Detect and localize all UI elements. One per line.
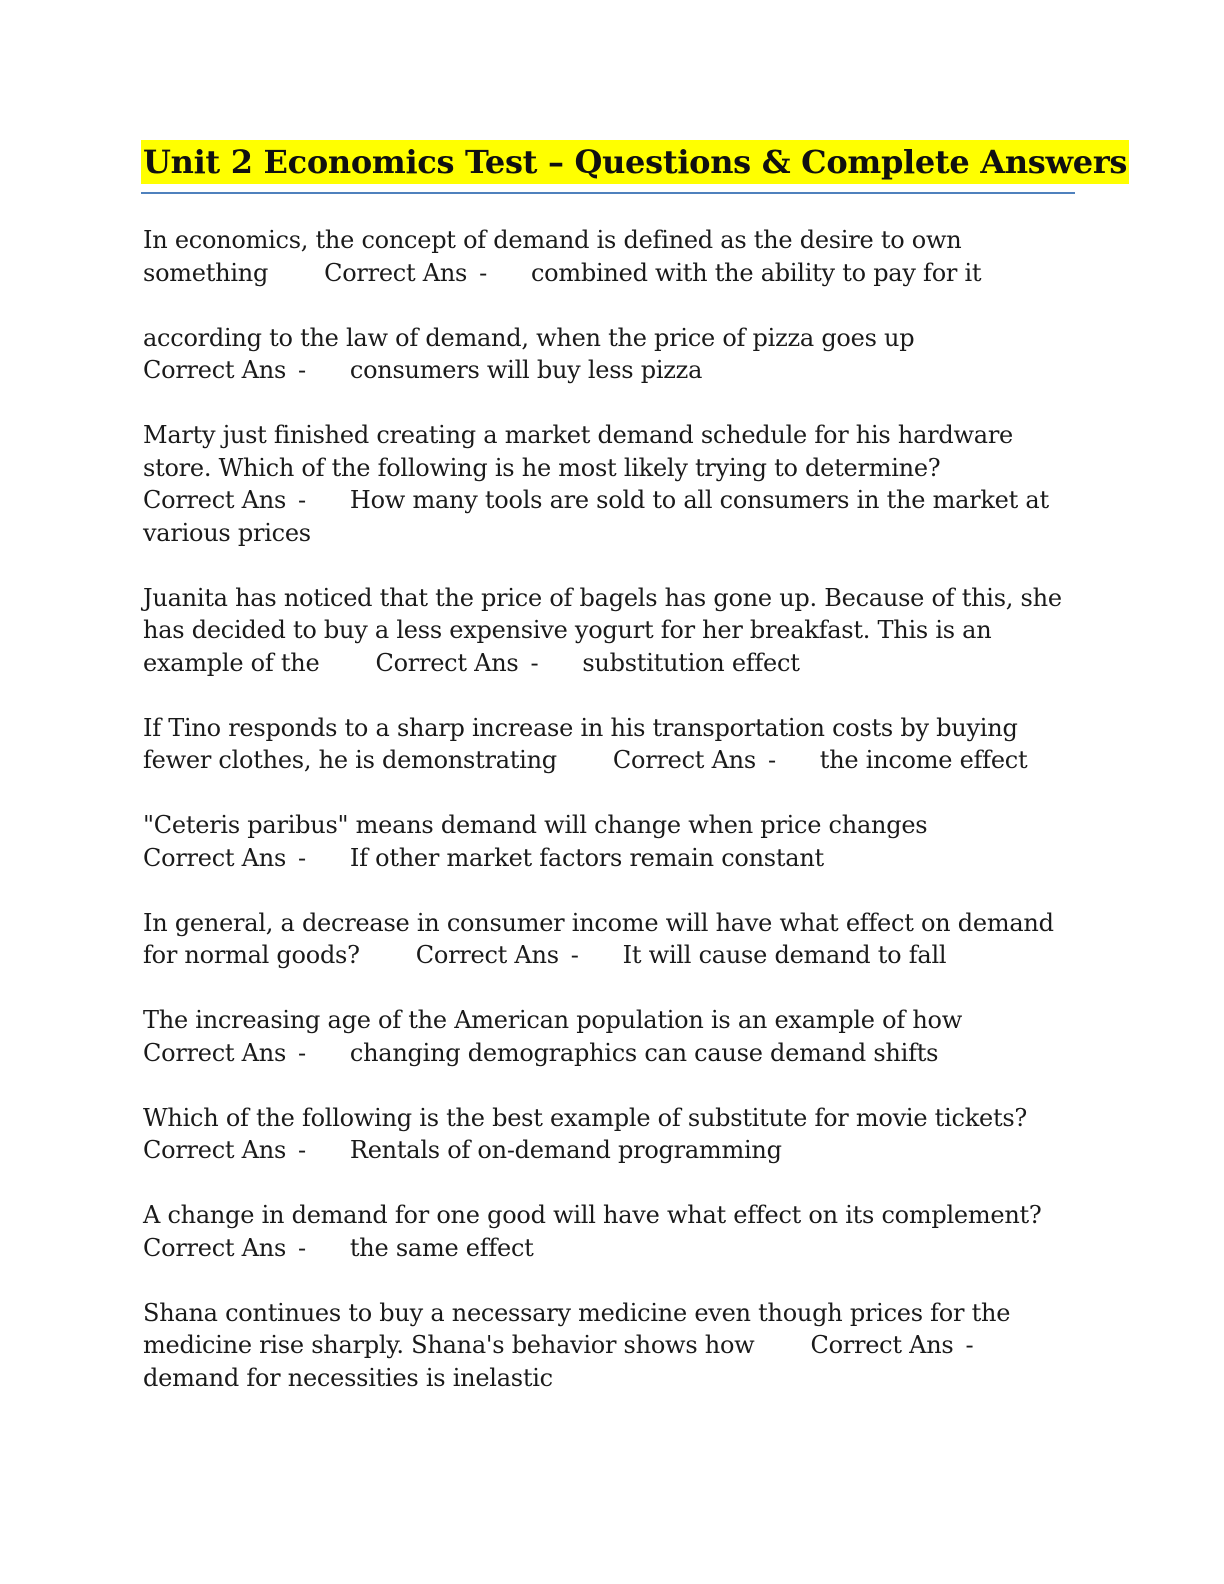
question-text: "Ceteris paribus" means demand will change when price changes <box>143 811 928 839</box>
answer-label: Correct Ans <box>143 356 287 384</box>
answer-separator: - <box>298 486 306 514</box>
answer-text: consumers will buy less pizza <box>349 356 703 384</box>
answer-text: combined with the ability to pay for it <box>530 258 982 287</box>
question-text: If Tino responds to a sharp increase in his transportation costs by buying fewer clothes, he is demonstrating <box>143 713 1018 774</box>
answer-label: Correct Ans <box>143 1233 287 1262</box>
answer-separator: - <box>298 1136 306 1164</box>
answer-label: Correct Ans <box>375 648 519 677</box>
answer-text: substitution effect <box>582 648 800 677</box>
answer-label: Correct Ans <box>143 843 287 872</box>
answer-label: Correct Ans <box>143 1136 287 1164</box>
answer-text: changing demographics can cause demand shifts <box>349 1038 939 1067</box>
question-text: In economics, the concept of demand is defined as the desire to own something <box>143 226 962 287</box>
title-block <box>141 140 1128 184</box>
qa-item-6 <box>143 809 1078 874</box>
qa-item-4 <box>143 582 1078 680</box>
answer-text: If other market factors remain constant <box>349 843 824 872</box>
qa-item-10 <box>143 1199 1078 1264</box>
answer-separator: - <box>570 941 579 969</box>
answer-text: the income effect <box>819 746 1028 774</box>
qa-item-8 <box>143 1004 1078 1069</box>
question-text: A change in demand for one good will have what effect on its complement? <box>143 1201 1042 1229</box>
answer-separator: - <box>479 258 487 287</box>
qa-item-11 <box>143 1297 1078 1395</box>
answer-separator: - <box>530 648 539 677</box>
answer-label: Correct Ans <box>415 941 559 969</box>
answer-separator: - <box>767 746 776 774</box>
answer-label: Correct Ans <box>810 1331 954 1359</box>
answer-separator: - <box>298 1038 306 1067</box>
answer-label: Correct Ans <box>324 258 468 287</box>
qa-list <box>143 224 1078 1427</box>
title-divider <box>141 192 1075 194</box>
document-title: Unit 2 Economics Test – Questions & Complete Answers <box>141 140 1129 184</box>
answer-separator: - <box>965 1331 974 1359</box>
answer-label: Correct Ans <box>143 486 287 514</box>
qa-item-9 <box>143 1102 1078 1167</box>
question-text: In general, a decrease in consumer income will have what effect on demand for normal goods? <box>143 908 1054 969</box>
qa-item-5 <box>143 712 1078 777</box>
answer-label: Correct Ans <box>612 746 756 774</box>
qa-item-3 <box>143 419 1078 549</box>
answer-text: It will cause demand to fall <box>622 941 947 969</box>
question-text: Which of the following is the best example of substitute for movie tickets? <box>143 1103 1028 1132</box>
answer-separator: - <box>298 356 306 384</box>
question-text: Marty just finished creating a market demand schedule for his hardware store. Which of the following is he most likely trying to determine? <box>143 421 1013 482</box>
question-text: Shana continues to buy a necessary medicine even though prices for the medicine rise sharply. Shana's behavior shows how <box>143 1298 1011 1359</box>
qa-item-2 <box>143 322 1078 387</box>
question-text: Juanita has noticed that the price of bagels has gone up. Because of this, she has decided to buy a less expensive yogurt for her breakfast. This is an example of the <box>143 583 1062 677</box>
answer-text: the same effect <box>349 1233 534 1262</box>
answer-text: demand for necessities is inelastic <box>143 1363 553 1392</box>
question-text: The increasing age of the American population is an example of how <box>143 1006 963 1034</box>
answer-separator: - <box>298 1233 306 1262</box>
question-text: according to the law of demand, when the price of pizza goes up <box>143 323 915 352</box>
answer-separator: - <box>298 843 306 872</box>
qa-item-7 <box>143 907 1078 972</box>
answer-text: Rentals of on-demand programming <box>349 1136 782 1164</box>
qa-item-1 <box>143 224 1078 289</box>
answer-text: How many tools are sold to all consumers in the market at various prices <box>143 486 1049 547</box>
answer-label: Correct Ans <box>143 1038 287 1067</box>
